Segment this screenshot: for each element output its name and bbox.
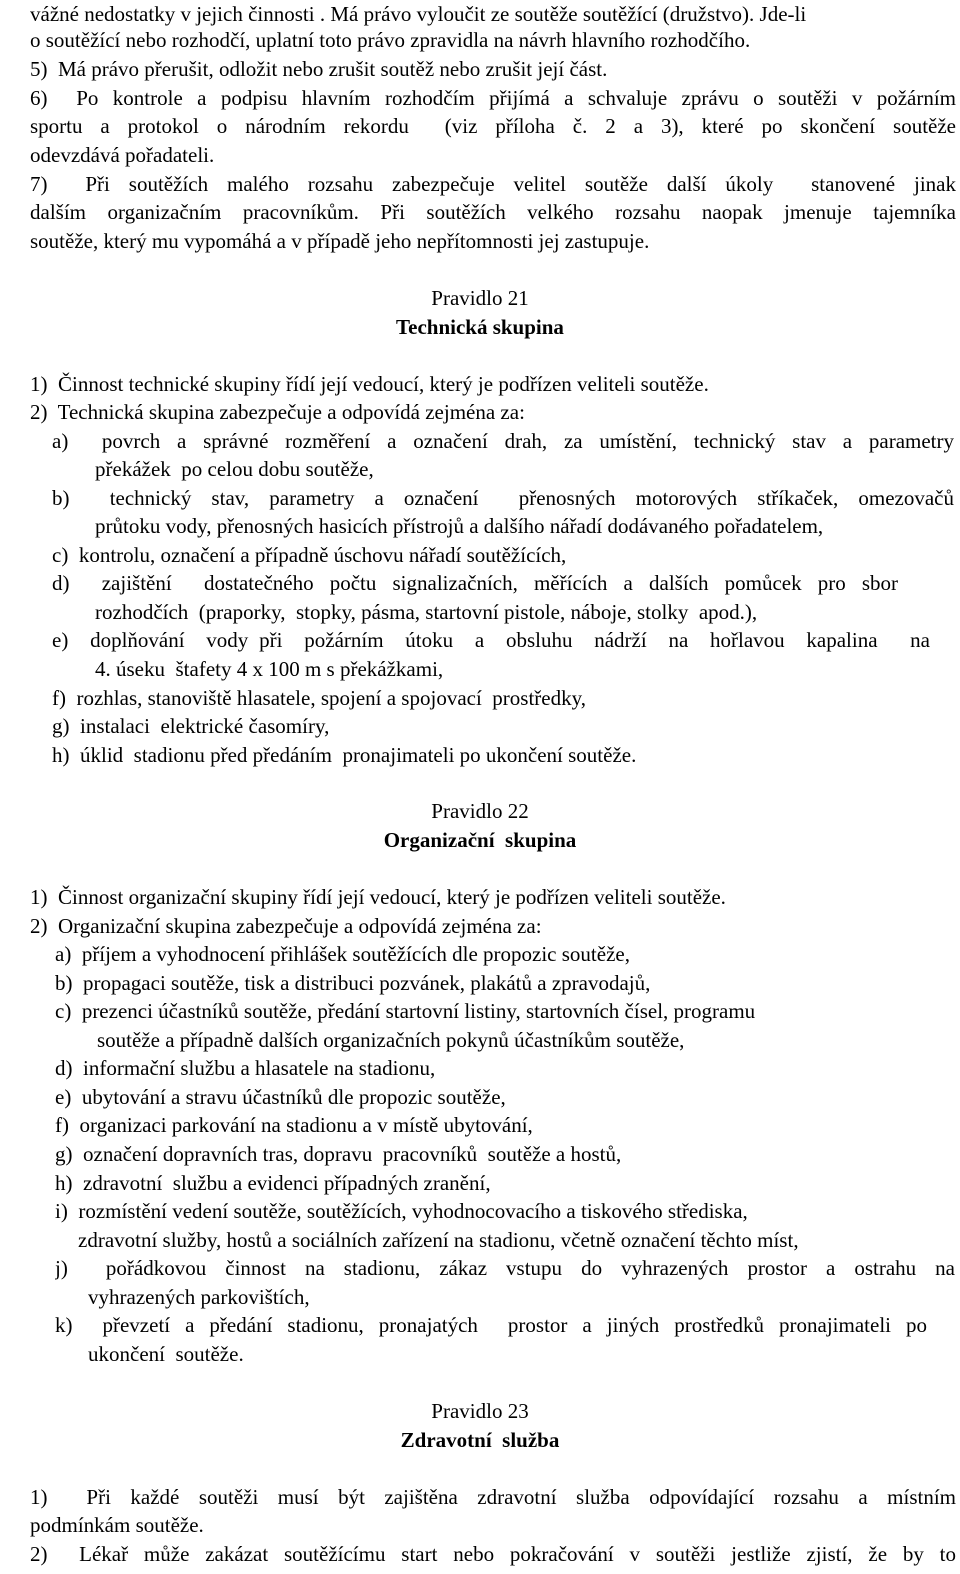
text-line: 6) Po kontrole a podpisu hlavním rozhodčím přijímá a schvaluje zprávu o soutěži v požárním [30,86,956,110]
text-line: 1) Činnost technické skupiny řídí její vedoucí, který je podřízen veliteli soutěže. [30,372,709,396]
text-line: 5) Má právo přerušit, odložit nebo zrušit soutěž nebo zrušit její část. [30,57,608,81]
list-item-continuation: soutěže a případně dalších organizačních pokynů účastníkům soutěže, [97,1028,685,1052]
list-item: c) kontrolu, označení a případně úschovu nářadí soutěžících, [52,543,567,567]
section-heading: Pravidlo 23 [431,1399,529,1423]
list-item-continuation: rozhodčích (praporky, stopky, pásma, startovní pistole, náboje, stolky apod.), [95,600,758,624]
text-line: soutěže, který mu vypomáhá a v případě jeho nepřítomnosti jej zastupuje. [30,229,650,253]
text-line: dalším organizačním pracovníkům. Při soutěžích velkého rozsahu naopak jmenuje tajemníka [30,200,956,224]
list-item: k) převzetí a předání stadionu, pronajatých prostor a jiných prostředků pronajimateli po [55,1313,927,1337]
list-item-continuation: průtoku vody, přenosných hasicích přístrojů a dalšího nářadí dodávaného pořadatelem, [95,514,824,538]
text-line: 1) Činnost organizační skupiny řídí její vedoucí, který je podřízen veliteli soutěže. [30,885,726,909]
text-line: 2) Organizační skupina zabezpečuje a odpovídá zejména za: [30,914,542,938]
list-item-continuation: zdravotní služby, hostů a sociálních zařízení na stadionu, včetně označení těchto míst, [78,1228,799,1252]
text-line: 1) Při každé soutěži musí být zajištěna zdravotní služba odpovídající rozsahu a místním [30,1485,956,1509]
list-item: f) rozhlas, stanoviště hlasatele, spojení a spojovací prostředky, [52,686,586,710]
list-item: e) doplňování vody při požárním útoku a obsluhu nádrží na hořlavou kapalina na [52,628,930,652]
list-item: j) pořádkovou činnost na stadionu, zákaz vstupu do vyhrazených prostor a ostrahu na [55,1256,955,1280]
text-line: sportu a protokol o národním rekordu (viz příloha č. 2 a 3), které po skončení soutěže [30,114,956,138]
section-title: Technická skupina [396,315,564,339]
list-item: f) organizaci parkování na stadionu a v místě ubytování, [55,1113,533,1137]
list-item: d) zajištění dostatečného počtu signalizačních, měřících a dalších pomůcek pro sbor [52,571,898,595]
text-line: o soutěžící nebo rozhodčí, uplatní toto právo zpravidla na návrh hlavního rozhodčího. [30,28,751,52]
list-item: a) příjem a vyhodnocení přihlášek soutěžících dle propozic soutěže, [55,942,630,966]
list-item-continuation: překážek po celou dobu soutěže, [95,457,374,481]
text-line: 2) Technická skupina zabezpečuje a odpovídá zejména za: [30,400,525,424]
section-title: Organizační skupina [383,828,577,852]
list-item: a) povrch a správné rozměření a označení drah, za umístění, technický stav a parametry [52,429,954,453]
text-line: podmínkám soutěže. [30,1513,204,1537]
text-line: odevzdává pořadateli. [30,143,215,167]
list-item-continuation: 4. úseku štafety 4 x 100 m s překážkami, [95,657,444,681]
section-heading: Pravidlo 21 [431,286,529,310]
list-item-continuation: ukončení soutěže. [88,1342,244,1366]
list-item: d) informační službu a hlasatele na stadionu, [55,1056,436,1080]
list-item: i) rozmístění vedení soutěže, soutěžících, vyhodnocovacího a tiskového střediska, [55,1199,748,1223]
text-line: 2) Lékař může zakázat soutěžícímu start nebo pokračování v soutěži jestliže zjistí, že by to [30,1542,956,1566]
list-item: g) instalaci elektrické časomíry, [52,714,330,738]
section-title: Zdravotní služba [400,1428,560,1452]
text-line: vážné nedostatky v jejich činnosti . Má právo vyloučit ze soutěže soutěžící (družstvo). Jde-li [30,2,807,26]
section-heading: Pravidlo 22 [431,799,529,823]
text-line: 7) Při soutěžích malého rozsahu zabezpečuje velitel soutěže další úkoly stanovené jinak [30,172,956,196]
list-item: b) propagaci soutěže, tisk a distribuci pozvánek, plakátů a zpravodajů, [55,971,651,995]
list-item: c) prezenci účastníků soutěže, předání startovní listiny, startovních čísel, programu [55,999,756,1023]
list-item-continuation: vyhrazených parkovištích, [88,1285,310,1309]
list-item: e) ubytování a stravu účastníků dle propozic soutěže, [55,1085,506,1109]
list-item: h) úklid stadionu před předáním pronajimateli po ukončení soutěže. [52,743,637,767]
list-item: g) označení dopravních tras, dopravu pracovníků soutěže a hostů, [55,1142,622,1166]
list-item: h) zdravotní službu a evidenci případných zranění, [55,1171,491,1195]
list-item: b) technický stav, parametry a označení přenosných motorových stříkaček, omezovačů [52,486,954,510]
